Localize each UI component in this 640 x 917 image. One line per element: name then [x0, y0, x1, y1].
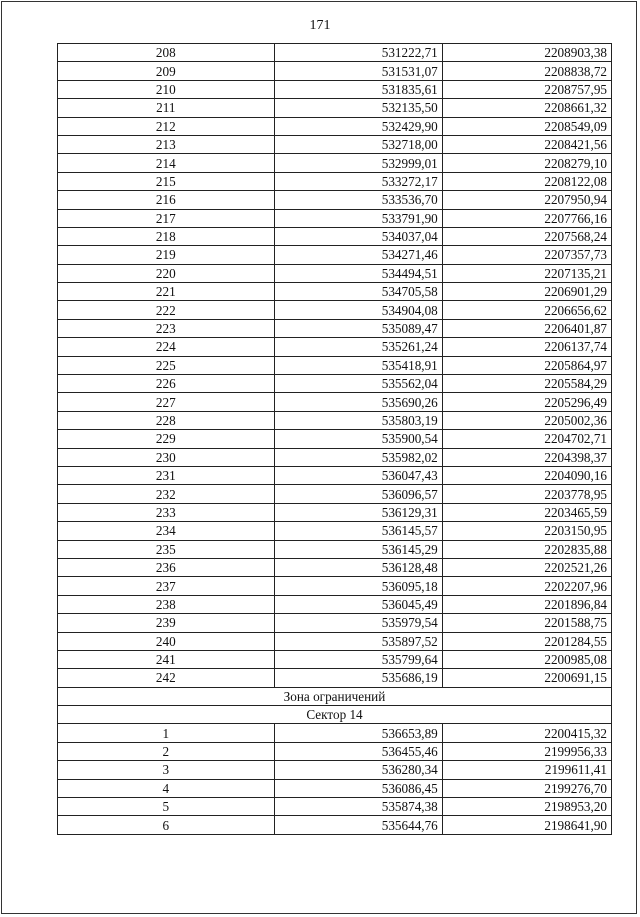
table-row [58, 650, 612, 668]
point-number-cell: 211 [58, 99, 275, 117]
y-coordinate-cell: 2200415,32 [442, 724, 611, 742]
point-number-cell: 218 [58, 227, 275, 245]
y-coordinate-cell: 2201284,55 [442, 632, 611, 650]
table-row [58, 577, 612, 595]
point-number-cell: 236 [58, 558, 275, 576]
y-coordinate-cell: 2207135,21 [442, 264, 611, 282]
y-coordinate-cell: 2204702,71 [442, 430, 611, 448]
point-number-cell: 220 [58, 264, 275, 282]
table-row [58, 411, 612, 429]
x-coordinate-cell: 535803,19 [274, 411, 442, 429]
x-coordinate-cell: 536653,89 [274, 724, 442, 742]
table-row [58, 430, 612, 448]
y-coordinate-cell: 2204090,16 [442, 466, 611, 484]
x-coordinate-cell: 535089,47 [274, 319, 442, 337]
x-coordinate-cell: 535686,19 [274, 669, 442, 687]
y-coordinate-cell: 2207357,73 [442, 246, 611, 264]
y-coordinate-cell: 2205002,36 [442, 411, 611, 429]
point-number-cell: 219 [58, 246, 275, 264]
point-number-cell: 216 [58, 191, 275, 209]
x-coordinate-cell: 536045,49 [274, 595, 442, 613]
point-number-cell: 208 [58, 44, 275, 62]
table-row [58, 62, 612, 80]
table-row [58, 614, 612, 632]
table-row [58, 595, 612, 613]
y-coordinate-cell: 2205296,49 [442, 393, 611, 411]
table-row [58, 44, 612, 62]
x-coordinate-cell: 535690,26 [274, 393, 442, 411]
y-coordinate-cell: 2208838,72 [442, 62, 611, 80]
y-coordinate-cell: 2202207,96 [442, 577, 611, 595]
point-number-cell: 230 [58, 448, 275, 466]
y-coordinate-cell: 2203150,95 [442, 522, 611, 540]
point-number-cell: 234 [58, 522, 275, 540]
y-coordinate-cell: 2208549,09 [442, 117, 611, 135]
point-number-cell: 213 [58, 135, 275, 153]
x-coordinate-cell: 536096,57 [274, 485, 442, 503]
x-coordinate-cell: 535799,64 [274, 650, 442, 668]
x-coordinate-cell: 531531,07 [274, 62, 442, 80]
y-coordinate-cell: 2202521,26 [442, 558, 611, 576]
zone-header [58, 687, 612, 724]
table-row [58, 669, 612, 687]
point-number-cell: 3 [58, 761, 275, 779]
y-coordinate-cell: 2203465,59 [442, 503, 611, 521]
x-coordinate-cell: 535979,54 [274, 614, 442, 632]
x-coordinate-cell: 532999,01 [274, 154, 442, 172]
y-coordinate-cell: 2208279,10 [442, 154, 611, 172]
point-number-cell: 215 [58, 172, 275, 190]
y-coordinate-cell: 2208661,32 [442, 99, 611, 117]
point-number-cell: 229 [58, 430, 275, 448]
y-coordinate-cell: 2207950,94 [442, 191, 611, 209]
point-number-cell: 232 [58, 485, 275, 503]
y-coordinate-cell: 2206401,87 [442, 319, 611, 337]
y-coordinate-cell: 2198953,20 [442, 798, 611, 816]
x-coordinate-cell: 536280,34 [274, 761, 442, 779]
y-coordinate-cell: 2199956,33 [442, 742, 611, 760]
page-number: 171 [309, 18, 331, 33]
x-coordinate-cell: 535874,38 [274, 798, 442, 816]
table-row [58, 319, 612, 337]
y-coordinate-cell: 2207568,24 [442, 227, 611, 245]
y-coordinate-cell: 2200985,08 [442, 650, 611, 668]
point-number-cell: 221 [58, 283, 275, 301]
point-number-cell: 228 [58, 411, 275, 429]
table-row [58, 375, 612, 393]
x-coordinate-cell: 535562,04 [274, 375, 442, 393]
x-coordinate-cell: 535982,02 [274, 448, 442, 466]
table-row [58, 632, 612, 650]
table-row [58, 209, 612, 227]
y-coordinate-cell: 2208903,38 [442, 44, 611, 62]
y-coordinate-cell: 2203778,95 [442, 485, 611, 503]
y-coordinate-cell: 2206137,74 [442, 338, 611, 356]
x-coordinate-cell: 535644,76 [274, 816, 442, 834]
point-number-cell: 238 [58, 595, 275, 613]
x-coordinate-cell: 536086,45 [274, 779, 442, 797]
x-coordinate-cell: 531835,61 [274, 80, 442, 98]
x-coordinate-cell: 534494,51 [274, 264, 442, 282]
table-row [58, 264, 612, 282]
y-coordinate-cell: 2199611,41 [442, 761, 611, 779]
point-number-cell: 231 [58, 466, 275, 484]
table-row [58, 283, 612, 301]
y-coordinate-cell: 2201588,75 [442, 614, 611, 632]
table-row [58, 466, 612, 484]
x-coordinate-cell: 536455,46 [274, 742, 442, 760]
x-coordinate-cell: 534271,46 [274, 246, 442, 264]
x-coordinate-cell: 536129,31 [274, 503, 442, 521]
table-row [58, 301, 612, 319]
table-row [58, 135, 612, 153]
coordinates-table [57, 43, 612, 835]
y-coordinate-cell: 2199276,70 [442, 779, 611, 797]
y-coordinate-cell: 2201896,84 [442, 595, 611, 613]
x-coordinate-cell: 534705,58 [274, 283, 442, 301]
x-coordinate-cell: 531222,71 [274, 44, 442, 62]
y-coordinate-cell: 2207766,16 [442, 209, 611, 227]
table-row [58, 798, 612, 816]
y-coordinate-cell: 2208421,56 [442, 135, 611, 153]
point-number-cell: 225 [58, 356, 275, 374]
x-coordinate-cell: 536095,18 [274, 577, 442, 595]
table-row [58, 558, 612, 576]
table-row [58, 99, 612, 117]
x-coordinate-cell: 532429,90 [274, 117, 442, 135]
x-coordinate-cell: 535897,52 [274, 632, 442, 650]
point-number-cell: 5 [58, 798, 275, 816]
table-row [58, 761, 612, 779]
y-coordinate-cell: 2205584,29 [442, 375, 611, 393]
y-coordinate-cell: 2208757,95 [442, 80, 611, 98]
table-row [58, 246, 612, 264]
point-number-cell: 210 [58, 80, 275, 98]
x-coordinate-cell: 532135,50 [274, 99, 442, 117]
table-row [58, 706, 612, 724]
point-number-cell: 224 [58, 338, 275, 356]
point-number-cell: 226 [58, 375, 275, 393]
table-row [58, 356, 612, 374]
point-number-cell: 6 [58, 816, 275, 834]
x-coordinate-cell: 536145,57 [274, 522, 442, 540]
table-row [58, 117, 612, 135]
table-row [58, 503, 612, 521]
point-number-cell: 233 [58, 503, 275, 521]
table-row [58, 540, 612, 558]
x-coordinate-cell: 533536,70 [274, 191, 442, 209]
table-row [58, 687, 612, 705]
x-coordinate-cell: 534904,08 [274, 301, 442, 319]
point-number-cell: 2 [58, 742, 275, 760]
point-number-cell: 222 [58, 301, 275, 319]
y-coordinate-cell: 2200691,15 [442, 669, 611, 687]
point-number-cell: 239 [58, 614, 275, 632]
table-row [58, 742, 612, 760]
y-coordinate-cell: 2198641,90 [442, 816, 611, 834]
x-coordinate-cell: 532718,00 [274, 135, 442, 153]
sector-label: Сектор 14 [58, 706, 612, 724]
point-number-cell: 237 [58, 577, 275, 595]
x-coordinate-cell: 535261,24 [274, 338, 442, 356]
table-row [58, 172, 612, 190]
coordinates-rows-b [58, 724, 612, 834]
x-coordinate-cell: 533272,17 [274, 172, 442, 190]
point-number-cell: 217 [58, 209, 275, 227]
x-coordinate-cell: 534037,04 [274, 227, 442, 245]
coordinates-rows-a [58, 44, 612, 688]
table-row [58, 816, 612, 834]
y-coordinate-cell: 2206656,62 [442, 301, 611, 319]
y-coordinate-cell: 2202835,88 [442, 540, 611, 558]
table-row [58, 522, 612, 540]
point-number-cell: 223 [58, 319, 275, 337]
zone-label: Зона ограничений [58, 687, 612, 705]
table-row [58, 191, 612, 209]
table-row [58, 724, 612, 742]
y-coordinate-cell: 2208122,08 [442, 172, 611, 190]
x-coordinate-cell: 536128,48 [274, 558, 442, 576]
table-row [58, 485, 612, 503]
x-coordinate-cell: 533791,90 [274, 209, 442, 227]
point-number-cell: 242 [58, 669, 275, 687]
y-coordinate-cell: 2206901,29 [442, 283, 611, 301]
table-row [58, 227, 612, 245]
y-coordinate-cell: 2205864,97 [442, 356, 611, 374]
point-number-cell: 214 [58, 154, 275, 172]
x-coordinate-cell: 536145,29 [274, 540, 442, 558]
x-coordinate-cell: 536047,43 [274, 466, 442, 484]
point-number-cell: 4 [58, 779, 275, 797]
point-number-cell: 212 [58, 117, 275, 135]
table-row [58, 154, 612, 172]
x-coordinate-cell: 535900,54 [274, 430, 442, 448]
table-row [58, 779, 612, 797]
point-number-cell: 241 [58, 650, 275, 668]
table-row [58, 393, 612, 411]
table-row [58, 80, 612, 98]
point-number-cell: 240 [58, 632, 275, 650]
point-number-cell: 209 [58, 62, 275, 80]
table-row [58, 338, 612, 356]
table-row [58, 448, 612, 466]
point-number-cell: 227 [58, 393, 275, 411]
y-coordinate-cell: 2204398,37 [442, 448, 611, 466]
point-number-cell: 1 [58, 724, 275, 742]
point-number-cell: 235 [58, 540, 275, 558]
x-coordinate-cell: 535418,91 [274, 356, 442, 374]
